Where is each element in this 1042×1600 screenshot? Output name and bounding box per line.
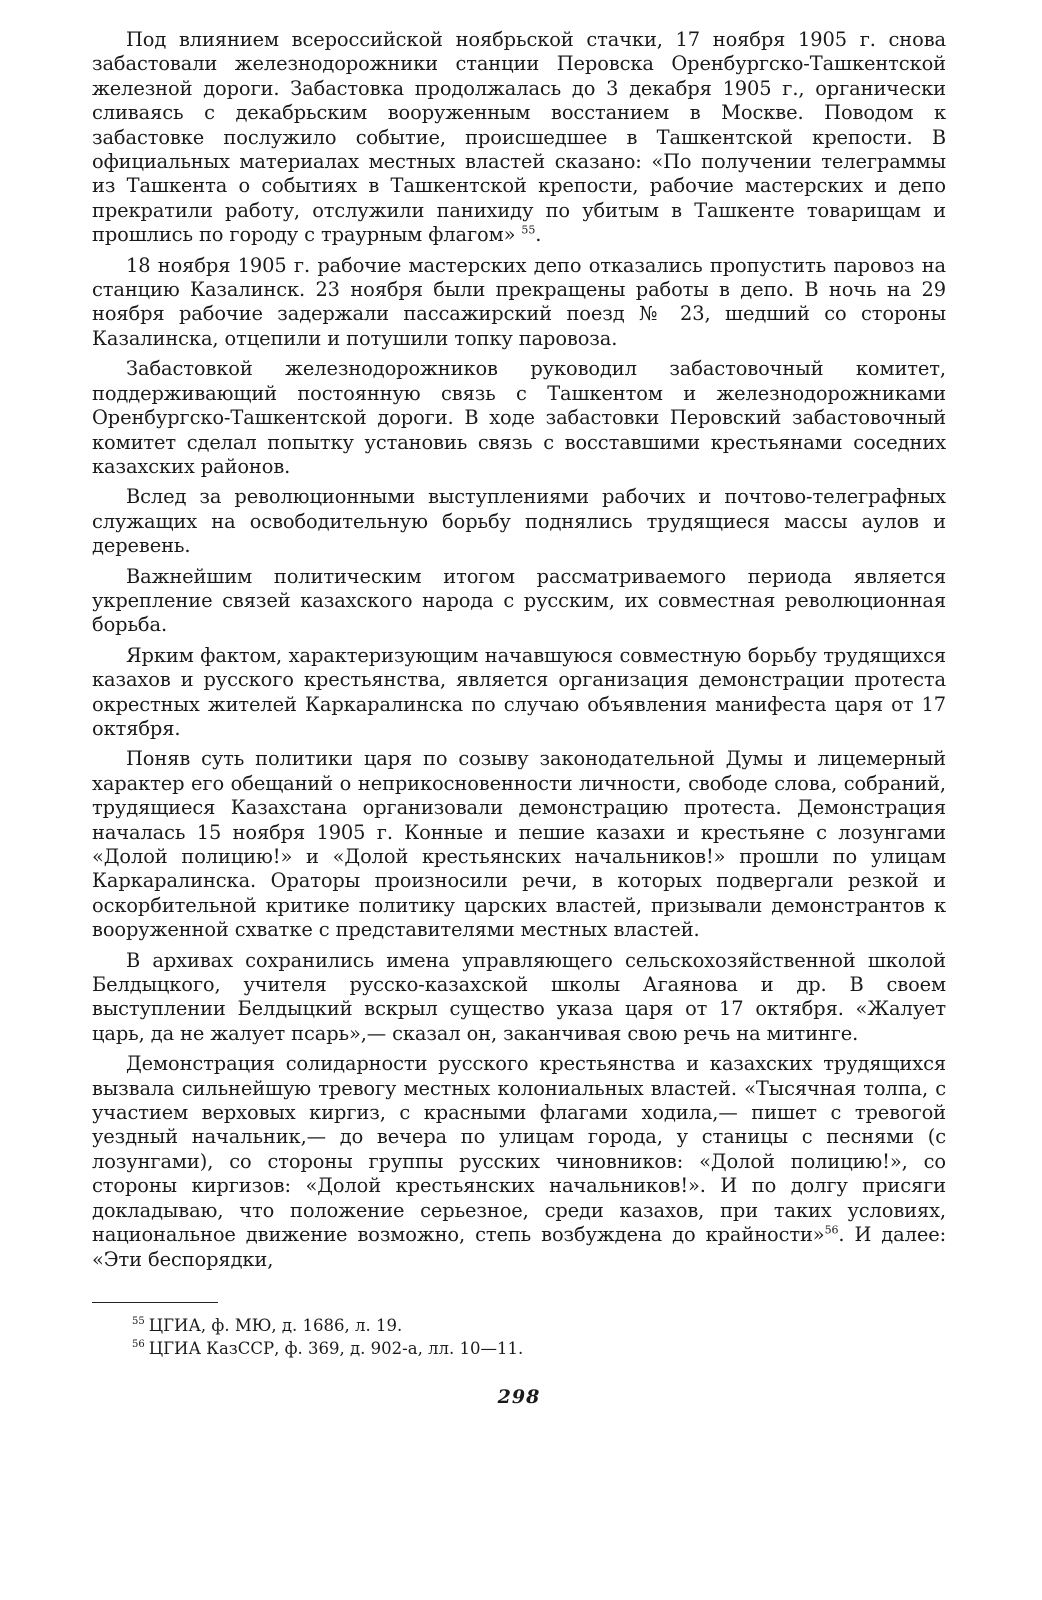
footnotes xyxy=(92,1315,946,1360)
footnote-56 xyxy=(92,1338,946,1360)
footnote-divider xyxy=(92,1302,218,1303)
footnote-ref-55[interactable]: 55 xyxy=(521,223,536,237)
footnote-55 xyxy=(92,1315,946,1337)
paragraph-8: В архивах сохранились имена управляющего сельскохозяйственной школой Белдыцкого, учителя русско-казахской школы Агаянова и др. В своем выступлении Белдыцкий вскрыл существо указа царя от 17 октября. «Жалует царь, да не жалует псарь»,— сказал он, заканчивая свою речь на митинге. xyxy=(92,948,946,1045)
paragraph-1 xyxy=(92,28,946,248)
paragraph-9 xyxy=(92,1052,946,1272)
page-number: 298 xyxy=(497,1385,541,1408)
footnote-ref-56[interactable]: 56 xyxy=(824,1223,839,1237)
paragraph-6: Ярким фактом, характеризующим начавшуюся совместную борьбу трудящихся казахов и русского крестьянства, является организация демонстрации протеста окрестных жителей Каркаралинска по случаю объявления манифеста царя от 17 октября. xyxy=(92,643,946,740)
footnote-mark-55: 55 xyxy=(132,1316,145,1328)
paragraph-1-tail: . xyxy=(535,223,542,247)
paragraph-3: Забастовкой железнодорожников руководил забастовочный комитет, поддерживающий постоянную связь с Ташкентом и железнодорожниками Оренбургско-Ташкентской дороги. В ходе забастовки Перовский забастовочный комитет сделал попытку установиь связь с восставшими крестьянами соседних казахских районов. xyxy=(92,357,946,478)
footnote-55-text: ЦГИА, ф. МЮ, д. 1686, л. 19. xyxy=(148,1315,403,1335)
paragraph-9-text: Демонстрация солидарности русского крестьянства и казахских трудящихся вызвала сильнейшую тревогу местных колониальных властей. «Тысячная толпа, с участием верховых киргиз, с красными флагами ходила,— пишет с тревогой уездный начальник,— до вечера по улицам города, у станицы с песнями (с лозунгами), со стороны группы русских чиновников: «Долой полицию!», со стороны киргизов: «Долой крестьянских начальников!». И по долгу присяги докладываю, что положение серьезное, среди казахов, при таких условиях, национальное движение возможно, степь возбуждена до крайности» xyxy=(92,1052,946,1247)
paragraph-5: Важнейшим политическим итогом рассматриваемого периода является укрепление связей казахского народа с русским, их совместная революционная борьба. xyxy=(92,564,946,637)
body-text xyxy=(92,28,946,1272)
paragraph-4: Вслед за революционными выступлениями рабочих и почтово-телеграфных служащих на освободительную борьбу поднялись трудящиеся массы аулов и деревень. xyxy=(92,485,946,558)
paragraph-9-tail: . И далее: «Эти беспорядки, xyxy=(92,1223,947,1271)
footnote-56-text: ЦГИА КазССР, ф. 369, д. 902-а, лл. 10—11. xyxy=(148,1338,524,1358)
paragraph-2: 18 ноября 1905 г. рабочие мастерских депо отказались пропустить паровоз на станцию Казалинск. 23 ноября были прекращены работы в депо. В ночь на 29 ноября рабочие задержали пассажирский поезд № 23, шедший со стороны Казалинска, отцепили и потушили топку паровоза. xyxy=(92,253,946,350)
footnote-mark-56: 56 xyxy=(132,1339,145,1351)
paragraph-7: Поняв суть политики царя по созыву законодательной Думы и лицемерный характер его обещаний о неприкосновенности личности, свободе слова, собраний, трудящиеся Казахстана организовали демонстрацию протеста. Демонстрация началась 15 ноября 1905 г. Конные и пешие казахи и крестьяне с лозунгами «Долой полицию!» и «Долой крестьянских начальников!» прошли по улицам Каркаралинска. Ораторы произносили речи, в которых подвергали резкой и оскорбительной критике политику царских властей, призывали демонстрантов к вооруженной схватке с представителями местных властей. xyxy=(92,747,946,942)
paragraph-1-text: Под влиянием всероссийской ноябрьской стачки, 17 ноября 1905 г. снова забастовали железнодорожники станции Перовска Оренбургско-Ташкентской железной дороги. Забастовка продолжалась до 3 декабря 1905 г., органически сливаясь с декабрьским вооруженным восстанием в Москве. Поводом к забастовке послужило событие, происшедшее в Ташкентской крепости. В официальных материалах местных властей сказано: «По получении телеграммы из Ташкента о событиях в Ташкентской крепости, рабочие мастерских и депо прекратили работу, отслужили панихиду по убитым в Ташкенте товарищам и прошлись по городу с траурным флагом» xyxy=(92,28,946,247)
